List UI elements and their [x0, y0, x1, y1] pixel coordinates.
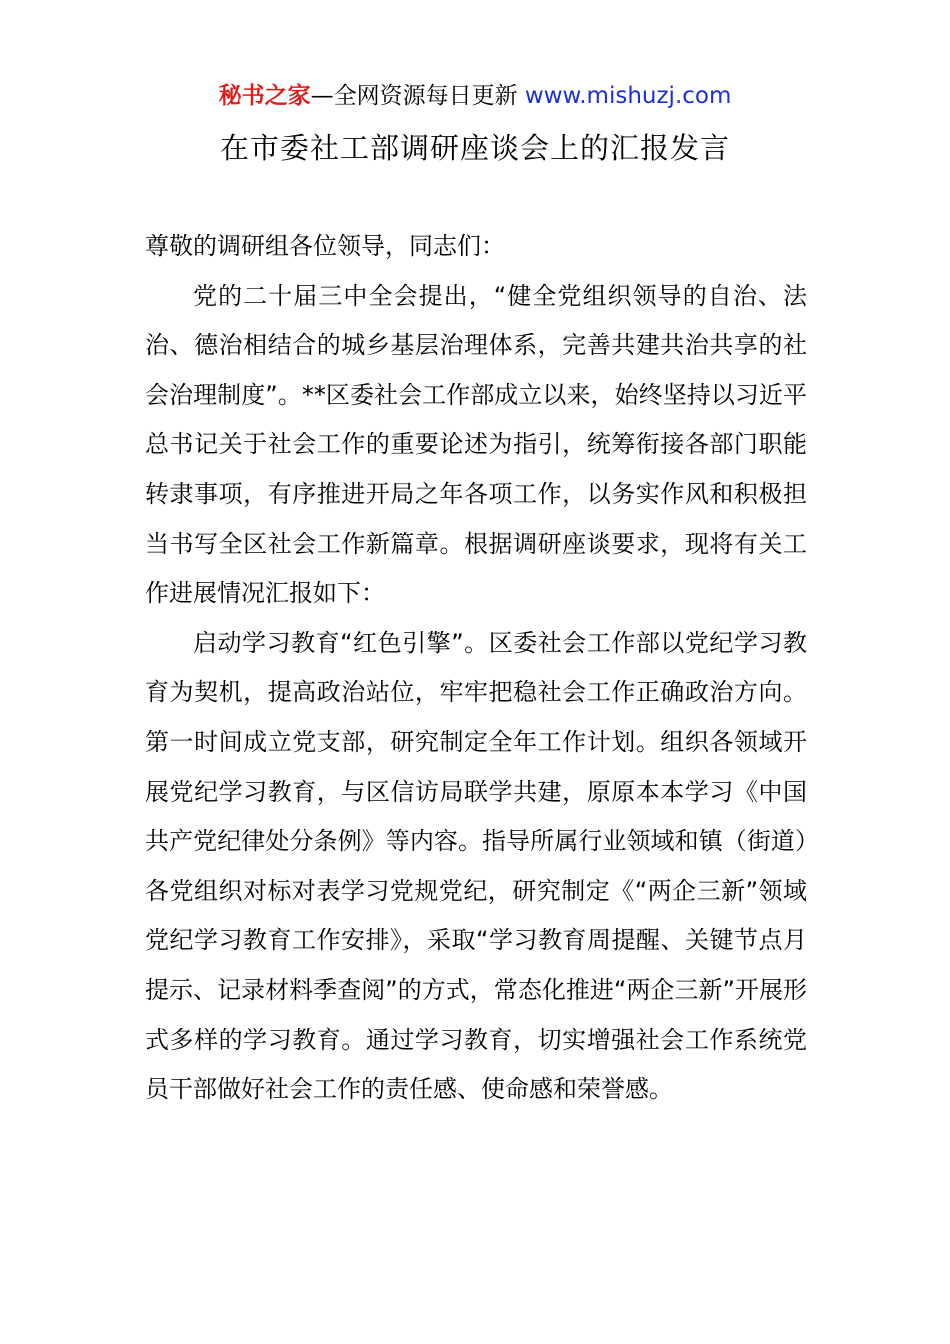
banner-tagline: —全网资源每日更新	[310, 83, 525, 109]
document-title: 在市委社工部调研座谈会上的汇报发言	[219, 131, 730, 165]
brand-name: 秘书之家	[218, 83, 311, 109]
site-banner	[0, 80, 950, 112]
paragraph-study-education: 启动学习教育“红色引擎”。区委社会工作部以党纪学习教育为契机，提高政治站位，牢牢把稳社会工作正确政治方向。第一时间成立党支部，研究制定全年工作计划。组织各领域开展党纪学习教育，与区信访局联学共建，原原本本学习《中国共产党纪律处分条例》等内容。指导所属行业领域和镇（街道）各党组织对标对表学习党规党纪，研究制定《“两企三新”领域党纪学习教育工作安排》，采取“学习教育周提醒、关键节点月提示、记录材料季查阅”的方式，常态化推进“两企三新”开展形式多样的学习教育。通过学习教育，切实增强社会工作系统党员干部做好社会工作的责任感、使命感和荣誉感。	[145, 628, 807, 1104]
document-body	[145, 222, 807, 1115]
site-url[interactable]: www.mishuzj.com	[524, 83, 732, 109]
paragraph-intro: 党的二十届三中全会提出，“健全党组织领导的自治、法治、德治相结合的城乡基层治理体系，完善共建共治共享的社会治理制度”。**区委社会工作部成立以来，始终坚持以习近平总书记关于社会工作的重要论述为指引，统筹衔接各部门职能转隶事项，有序推进开局之年各项工作，以务实作风和积极担当书写全区社会工作新篇章。根据调研座谈要求，现将有关工作进展情况汇报如下：	[145, 281, 807, 608]
salutation: 尊敬的调研组各位领导，同志们：	[145, 232, 505, 260]
